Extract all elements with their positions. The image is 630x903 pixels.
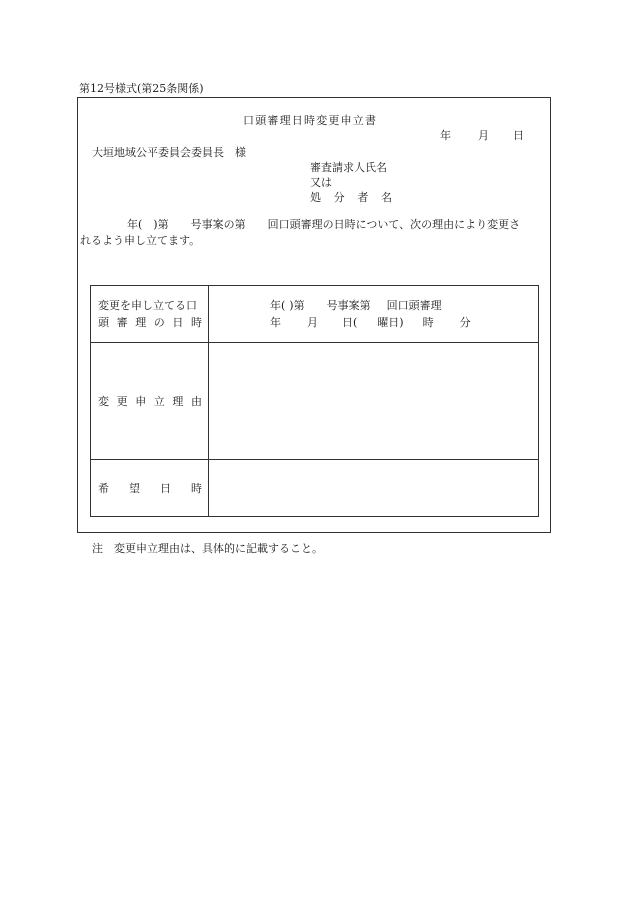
weekday-label: 曜日) [377,316,404,329]
month-label: 月 [478,129,489,142]
label-char: 希 [98,481,109,495]
respondent-name-label [310,191,392,204]
desired-datetime-label [98,480,202,497]
label-char: 更 [116,394,128,408]
date-line [440,129,524,142]
respondent-char: 分 [333,191,345,204]
applicant-name-label: 審査請求人氏名 [310,161,387,174]
label-char: 望 [129,481,140,495]
respondent-char: 処 [310,191,321,204]
day-label: 日( [342,316,358,329]
table-row [91,286,539,343]
respondent-char: 者 [357,191,369,204]
addressee: 大垣地域公平委員会委員長 様 [92,146,246,159]
body-text-line1: 年( )第 号事案の第 回口頭審理の日時について、次の理由により変更さ [127,218,521,231]
label-char: 立 [153,394,165,408]
day-label: 日 [513,129,524,142]
label-char: 頭 [98,316,109,329]
hearing-datetime-label-cell [91,286,209,343]
document-title: 口頭審理日時変更申立書 [243,114,378,127]
label-char: の [153,316,165,329]
hearing-round-label: 回口頭審理 [386,299,442,312]
hearing-datetime-value-cell[interactable] [209,286,539,343]
label-char: 理 [135,316,147,329]
label-char: 日 [160,481,171,495]
form-number: 第12号様式(第25条関係) [79,82,204,95]
body-text-line2: れるよう申し立てます。 [80,234,201,247]
change-reason-label-cell [91,343,209,460]
case-item-label: 号事案第 [326,299,371,312]
case-number-label: )第 [289,299,305,312]
label-char: 日 [172,316,184,329]
change-request-table [90,285,539,517]
month-label: 月 [307,316,318,329]
label-char: 変 [98,394,109,408]
label-char: 申 [135,394,147,408]
change-reason-value-cell[interactable] [209,343,539,460]
respondent-char: 名 [380,191,392,204]
desired-datetime-value-cell[interactable] [209,460,539,517]
hearing-datetime-label-line2 [98,314,202,331]
hearing-case-line [270,297,538,314]
applicant-or-label: 又は [310,176,332,189]
footnote: 注 変更申立理由は、具体的に記載すること。 [92,542,323,555]
label-char: 時 [190,316,202,329]
change-reason-label [98,393,202,410]
hearing-datetime-line [270,314,538,331]
desired-datetime-label-cell [91,460,209,517]
label-char: 時 [191,481,202,495]
year-label: 年 [270,316,281,329]
minute-label: 分 [459,316,471,329]
table-row [91,460,539,517]
year-label: 年 [440,129,451,142]
case-year-label: 年( [270,299,286,312]
label-char: 由 [190,394,202,408]
hour-label: 時 [422,316,434,329]
hearing-datetime-label-line1: 変更を申し立てる口 [98,299,197,312]
label-char: 理 [172,394,184,408]
table-row [91,343,539,460]
label-char: 審 [116,316,128,329]
